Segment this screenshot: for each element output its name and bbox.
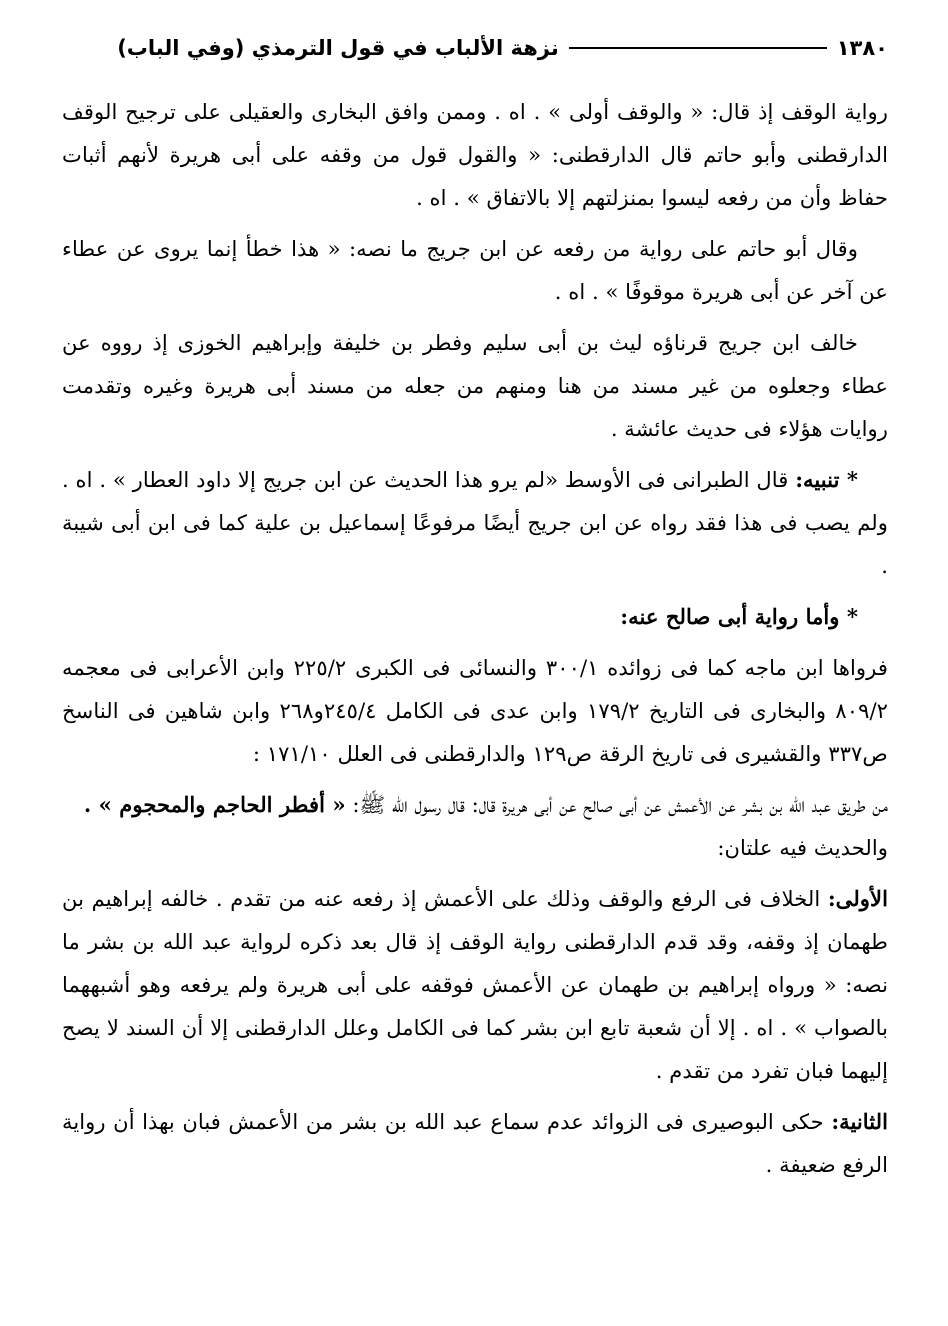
- paragraph-text: حكى البوصيرى فى الزوائد عدم سماع عبد الله بن بشر من الأعمش فبان بهذا أن رواية الرفع ضعيفة .: [62, 1109, 888, 1177]
- paragraph-text: والحديث فيه علتان:: [717, 835, 888, 860]
- page-number: ١٣٨٠: [836, 36, 888, 60]
- book-page: [62, 28, 888, 1194]
- section-heading: [62, 595, 888, 638]
- header-rule: [569, 47, 827, 49]
- paragraph-text: من طريق عبد الله بن بشر عن الأعمش عن أبى صالح عن أبى هريرة قال: قال رسول الله ﷺ:: [345, 792, 888, 817]
- heading-text: * وأما رواية أبى صالح عنه:: [620, 604, 858, 629]
- running-header: [62, 28, 888, 68]
- paragraph: [62, 1100, 888, 1186]
- hadith-quote: « أفطر الحاجم والمحجوم » .: [83, 792, 346, 817]
- paragraph: [62, 826, 888, 869]
- paragraph-text: الخلاف فى الرفع والوقف وذلك على الأعمش إذ رفعه عنه من تقدم . خالفه إبراهيم بن طهمان إذ وقفه، وقد قدم الدارقطنى رواية الوقف إذ قال بعد ذكره لرواية عبد الله بن بشر ما نصه: « ورواه إبراهيم بن طهمان عن الأعمش فوقفه على أبى هريرة ولم يرفعه وهو أشبههما بالصواب » . اه . إلا أن شعبة تابع ابن بشر كما فى الكامل وعلل الدارقطنى إلا أن السند لا يصح إليهما فبان تفرد من تقدم .: [62, 886, 888, 1083]
- note-lead: * تنبيه:: [795, 467, 858, 492]
- paragraph-text: وقال أبو حاتم على رواية من رفعه عن ابن جريج ما نصه: « هذا خطأ إنما يروى عن عطاء عن آخر عن أبى هريرة موقوفًا » . اه .: [62, 236, 888, 304]
- page-body: [62, 90, 888, 1186]
- paragraph: [62, 227, 888, 313]
- second-defect-lead: الثانية:: [831, 1109, 888, 1134]
- running-title: نزهة الألباب في قول الترمذي (وفي الباب): [117, 36, 559, 60]
- paragraph-text: فرواها ابن ماجه كما فى زوائده ٣٠٠/١ والنسائى فى الكبرى ٢٢٥/٢ وابن الأعرابى فى معجمه ٨٠٩/٢ والبخارى فى التاريخ ١٧٩/٢ وابن عدى فى الكامل ٢٤٥/٤و٢٦٨ وابن شاهين فى الناسخ ص٣٣٧ والقشيرى فى تاريخ الرقة ص١٢٩ والدارقطنى فى العلل ١٧١/١٠ :: [62, 655, 888, 766]
- paragraph-text: رواية الوقف إذ قال: « والوقف أولى » . اه . وممن وافق البخارى والعقيلى على ترجيح الوقف الدارقطنى وأبو حاتم قال الدارقطنى: « والقول قول من وقفه على أبى هريرة لأنهم أثبات حفاظ وأن من رفعه ليسوا بمنزلتهم إلا بالاتفاق » . اه .: [62, 99, 888, 210]
- paragraph-text: قال الطبرانى فى الأوسط «لم يرو هذا الحديث عن ابن جريج إلا داود العطار » . اه . ولم يصب فى هذا فقد رواه عن ابن جريج أيضًا مرفوعًا إسماعيل بن علية كما فى ابن أبى شيبة .: [62, 467, 888, 578]
- note-paragraph: [62, 458, 888, 587]
- paragraph-text: خالف ابن جريج قرناؤه ليث بن أبى سليم وفطر بن خليفة وإبراهيم الخوزى إذ رووه عن عطاء وجعلوه من غير مسند من هنا ومنهم من جعله من مسند أبى هريرة وغيره وتقدمت روايات هؤلاء فى حديث عائشة .: [62, 330, 888, 441]
- first-defect-lead: الأولى:: [827, 886, 888, 911]
- paragraph: [62, 646, 888, 775]
- paragraph: [62, 321, 888, 450]
- paragraph: [62, 783, 888, 826]
- paragraph: [62, 877, 888, 1092]
- paragraph: [62, 90, 888, 219]
